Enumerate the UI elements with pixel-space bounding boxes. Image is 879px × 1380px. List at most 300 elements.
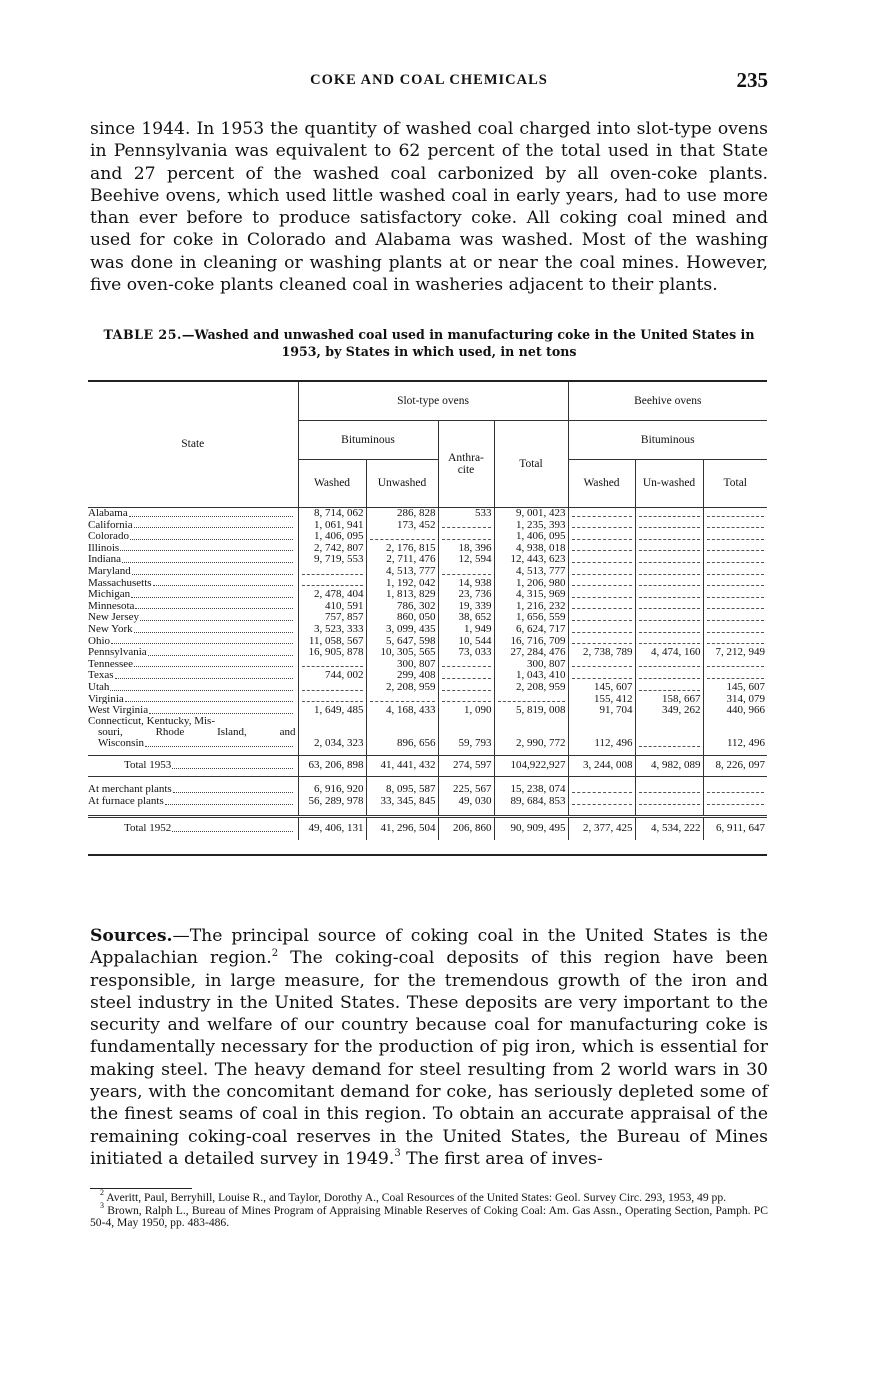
header-beehive-total: Total [703,459,767,507]
leader-dots [172,823,292,832]
state-row-value-3: 1, 235, 393 [494,519,568,531]
state-row-value-2: 14, 938 [438,577,494,589]
empty-cell-dashes [707,544,765,551]
total-1952-value-1: 41, 296, 504 [366,816,438,840]
empty-cell-dashes [707,614,765,621]
spacer-cell [494,807,568,817]
state-row-value-3: 9, 001, 423 [494,507,568,519]
multi-state-label-cell [88,716,298,749]
multi-state-value-6: 112, 496 [703,716,767,749]
empty-cell-dashes [302,695,363,702]
empty-cell-dashes [639,660,700,667]
spacer-row [88,807,767,817]
footnote-3 [90,1201,768,1229]
empty-cell-dashes [572,568,632,575]
multi-state-value-4: 112, 496 [568,716,635,749]
state-row-label: New Jersey [88,611,140,623]
empty-cell-dashes [572,614,632,621]
state-row-value-0: 16, 905, 878 [298,646,366,658]
footnote-mark-3: 3 [100,1201,104,1211]
state-row-value-6 [703,588,767,600]
header-beehive-washed: Washed [568,459,635,507]
empty-cell-dashes [370,533,435,540]
dot-leader [88,612,296,623]
state-row-value-4 [568,611,635,623]
empty-cell-dashes [442,660,491,667]
dot-leader [88,738,296,749]
dot-leader [88,784,296,795]
state-row-value-3: 27, 284, 476 [494,646,568,658]
dot-leader [88,578,296,589]
header-state: State [88,381,298,507]
state-row-value-3: 16, 716, 709 [494,635,568,647]
table-row [88,635,767,647]
state-row-label-cell [88,669,298,681]
table-row-multi [88,716,767,749]
state-row-value-6 [703,669,767,681]
dot-leader [88,554,296,565]
spacer-cell [298,840,366,855]
total-1953-value-4: 3, 244, 008 [568,755,635,776]
state-row-value-2: 18, 396 [438,542,494,554]
state-row-value-3: 4, 315, 969 [494,588,568,600]
table-row [88,704,767,716]
multi-state-value-3: 2, 990, 772 [494,716,568,749]
state-row-value-5: 158, 667 [635,693,703,705]
state-row-label: Pennsylvania [88,646,147,658]
multi-state-line1: Connecticut, Kentucky, Mis- [88,715,215,727]
empty-cell-dashes [572,672,632,679]
state-row-value-5 [635,623,703,635]
leader-dots [149,705,292,714]
state-row-label-cell [88,507,298,519]
empty-cell-dashes [707,556,765,563]
table-row [88,565,767,577]
state-row-value-1: 786, 302 [366,600,438,612]
sources-text-c: The first area of inves- [400,1148,603,1169]
leader-dots [131,589,292,598]
state-row-value-1 [366,693,438,705]
plant-row-value-1: 8, 095, 587 [366,783,438,795]
state-row-value-5 [635,565,703,577]
dot-leader [88,796,296,807]
state-row-value-4 [568,600,635,612]
sources-runin-heading: Sources. [90,926,173,946]
footnote-2-text: Averitt, Paul, Berryhill, Louise R., and Taylor, Dorothy A., Coal Resources of the United States: Geol. Survey Circ. 293, 1953, 49 pp. [104,1191,727,1204]
plant-row-value-1: 33, 345, 845 [366,795,438,807]
state-row-label-cell [88,681,298,693]
empty-cell-dashes [572,626,632,633]
empty-cell-dashes [639,740,700,747]
state-row-label: Virginia [88,692,124,705]
state-row-value-6 [703,553,767,565]
total-1953-label-cell [88,755,298,776]
state-row-value-0: 1, 061, 941 [298,519,366,531]
state-row-value-4 [568,669,635,681]
empty-cell-dashes [707,579,765,586]
state-row-label: Michigan [88,588,131,600]
running-head [90,68,768,94]
state-row-label: West Virginia [88,704,149,716]
header-washed: Washed [298,459,366,507]
total-1953-value-2: 274, 597 [438,755,494,776]
table-caption [90,326,768,360]
state-row-value-1 [366,530,438,542]
state-row-value-5 [635,611,703,623]
table-row [88,519,767,531]
leader-dots [125,694,293,703]
state-row-value-2: 38, 652 [438,611,494,623]
state-row-value-6: 145, 607 [703,681,767,693]
empty-cell-dashes [572,521,632,528]
state-row-label-cell [88,611,298,623]
empty-cell-dashes [442,521,491,528]
dot-leader [88,705,296,716]
state-row-value-3: 4, 513, 777 [494,565,568,577]
leader-dots [134,624,293,633]
paragraph-sources-text [90,925,768,1170]
empty-cell-dashes [707,626,765,633]
state-row-value-2 [438,681,494,693]
multi-state-line3: Wisconsin [98,736,144,749]
state-row-value-6 [703,577,767,589]
state-row-value-1: 2, 208, 959 [366,681,438,693]
state-row-value-4 [568,553,635,565]
state-row-value-1: 286, 828 [366,507,438,519]
state-row-value-5 [635,553,703,565]
table-body [88,507,767,855]
state-row-value-5 [635,530,703,542]
dot-leader [88,682,296,693]
state-row-label: New York [88,623,133,635]
table-row [88,646,767,658]
empty-cell-dashes [442,684,491,691]
state-row-value-1: 4, 168, 433 [366,704,438,716]
leader-dots [115,670,293,679]
state-row-value-4 [568,658,635,670]
state-row-value-3 [494,693,568,705]
multi-state-line2: souri, Rhode Island, and [98,725,296,738]
empty-cell-dashes [639,556,700,563]
empty-cell-dashes [572,556,632,563]
header-beehive: Beehive ovens [568,381,767,420]
empty-cell-dashes [707,660,765,667]
state-row-value-1: 300, 807 [366,658,438,670]
plant-row-label: At furnace plants [88,795,164,807]
leader-dots [135,601,292,610]
total-1952-value-0: 49, 406, 131 [298,816,366,840]
empty-cell-dashes [707,602,765,609]
state-row-value-0: 1, 406, 095 [298,530,366,542]
plant-row-value-4 [568,795,635,807]
total-1952-label-cell [88,816,298,840]
state-row-value-5 [635,669,703,681]
empty-cell-dashes [707,786,765,793]
state-row-value-4 [568,519,635,531]
table-row [88,658,767,670]
state-row-value-2 [438,530,494,542]
plant-row-value-4 [568,783,635,795]
dot-leader [88,659,296,670]
state-row-value-5 [635,658,703,670]
empty-cell-dashes [707,637,765,644]
table-title: —Washed and unwashed coal used in manufacturing coke in the United States in 1953, by States in which used, in net tons [181,327,755,359]
state-row-value-3: 6, 624, 717 [494,623,568,635]
state-row-label-cell [88,600,298,612]
state-row-value-5 [635,507,703,519]
leader-dots [111,636,293,645]
empty-cell-dashes [707,591,765,598]
state-row-value-4: 155, 412 [568,693,635,705]
multi-state-value-5 [635,716,703,749]
sources-text-b: The coking-coal deposits of this region have been responsible, in large measure, for the tremendous growth of the iron and steel industry in the United States. These deposits are very important to the security and welfare of our country because coal for manufacturing coke is fundamentally necessary for the production of pig iron, which is essential for making steel. The heavy demand for steel resulting from 2 world wars in 30 years, with the concomitant demand for coke, has seriously depleted some of the finest seams of coal in this region. To obtain an accurate appraisal of the remaining coking-coal reserves in the United States, the Bureau of Mines initiated a detailed survey in 1949. [90,948,768,1169]
empty-cell-dashes [302,579,363,586]
state-row-value-1: 173, 452 [366,519,438,531]
state-row-value-6: 314, 079 [703,693,767,705]
footnote-3-text: Brown, Ralph L., Bureau of Mines Program of Appraising Minable Reserves of Coking Coal: Am. Gas Assn., Operating Section, Pamph. PC 50-4, May 1950, pp. 483-486. [90,1204,768,1229]
empty-cell-dashes [572,579,632,586]
state-row-label: California [88,518,133,531]
dot-leader [88,647,296,658]
state-row-value-2 [438,693,494,705]
total-1953-label: Total 1953 [124,759,172,772]
state-row-value-6 [703,530,767,542]
state-row-label-cell [88,658,298,670]
empty-cell-dashes [639,637,700,644]
empty-cell-dashes [302,684,363,691]
state-row-value-0 [298,693,366,705]
spacer-cell [703,807,767,817]
state-row-value-4 [568,530,635,542]
empty-cell-dashes [639,544,700,551]
state-row-value-0 [298,658,366,670]
header-slot-type: Slot-type ovens [298,381,568,420]
header-unwashed: Unwashed [366,459,438,507]
plant-row-value-2: 49, 030 [438,795,494,807]
table-row [88,600,767,612]
state-row-value-0: 8, 714, 062 [298,507,366,519]
empty-cell-dashes [639,684,700,691]
paragraph-intro [90,118,768,296]
empty-cell-dashes [639,591,700,598]
state-row-value-0: 2, 742, 807 [298,542,366,554]
header-bituminous-beehive: Bituminous [568,420,767,459]
spacer-cell [88,807,298,817]
table-row [88,507,767,519]
table-25 [88,380,767,856]
spacer-cell [494,840,568,855]
table-row [88,553,767,565]
state-row-value-2: 12, 594 [438,553,494,565]
empty-cell-dashes [707,568,765,575]
state-row-value-3: 1, 043, 410 [494,669,568,681]
spacer-cell [635,807,703,817]
state-row-label: Colorado [88,530,129,542]
state-row-label-cell [88,693,298,705]
spacer-cell [568,807,635,817]
multi-state-value-0: 2, 034, 323 [298,716,366,749]
state-row-value-4 [568,623,635,635]
empty-cell-dashes [572,510,632,517]
state-row-value-4 [568,635,635,647]
state-row-value-6 [703,565,767,577]
empty-cell-dashes [639,614,700,621]
dot-leader [88,601,296,612]
state-row-value-3: 1, 656, 559 [494,611,568,623]
state-row-value-5 [635,600,703,612]
state-row-label-cell [88,542,298,554]
state-row-value-2 [438,658,494,670]
state-row-label: Utah [88,681,110,693]
leader-dots [134,659,292,668]
footnote-rule [90,1188,192,1189]
state-row-value-1: 860, 050 [366,611,438,623]
state-row-label: Minnesota [88,599,135,612]
dot-leader [88,636,296,647]
plant-row-value-0: 56, 289, 978 [298,795,366,807]
empty-cell-dashes [572,602,632,609]
state-row-value-3: 300, 807 [494,658,568,670]
total-1952-value-2: 206, 860 [438,816,494,840]
footnote-mark-2: 2 [100,1188,104,1198]
state-row-value-2 [438,565,494,577]
spacer-cell [568,840,635,855]
state-row-label-cell [88,553,298,565]
state-row-value-2: 19, 339 [438,600,494,612]
total-1953-value-6: 8, 226, 097 [703,755,767,776]
total-1953-row [88,755,767,776]
empty-cell-dashes [498,695,565,702]
empty-cell-dashes [370,695,435,702]
state-row-label: Tennessee [88,657,134,670]
paragraph-intro-text: since 1944. In 1953 the quantity of washed coal charged into slot-type ovens in Pennsylvania was equivalent to 62 percent of the total used in that State and 27 percent of the washed coal carbonized by all oven-coke plants. Beehive ovens, which used little washed coal in early years, had to use more than ever before to produce satisfactory coke. All coking coal mined and used for coke in Colorado and Alabama was washed. Most of the washing was done in cleaning or washing plants at or near the coal mines. However, five oven-coke plants cleaned coal in washeries adjacent to their plants. [90,119,768,296]
state-row-value-1: 1, 813, 829 [366,588,438,600]
plant-row [88,783,767,795]
dot-leader [88,520,296,531]
state-row-label-cell [88,623,298,635]
state-row-label-cell [88,519,298,531]
empty-cell-dashes [707,798,765,805]
dot-leader [88,543,296,554]
state-row-value-5: 4, 474, 160 [635,646,703,658]
state-row-value-4 [568,565,635,577]
spacer-cell [298,807,366,817]
state-row-value-1: 1, 192, 042 [366,577,438,589]
total-1953-value-1: 41, 441, 432 [366,755,438,776]
state-row-value-6 [703,600,767,612]
state-row-value-0: 744, 002 [298,669,366,681]
leader-dots [132,566,293,575]
state-row-value-0: 410, 591 [298,600,366,612]
empty-cell-dashes [639,626,700,633]
multi-state-value-2: 59, 793 [438,716,494,749]
state-row-value-3: 1, 216, 232 [494,600,568,612]
plant-row-value-3: 15, 238, 074 [494,783,568,795]
leader-dots [148,647,293,656]
table-row [88,577,767,589]
state-row-label: Ohio [88,634,110,647]
data-table [88,380,767,856]
state-row-label-cell [88,530,298,542]
header-anthracite: Anthra-cite [438,420,494,507]
state-row-value-4 [568,588,635,600]
leader-dots [173,784,293,793]
header-beehive-unwashed: Un-washed [635,459,703,507]
empty-cell-dashes [302,660,363,667]
empty-cell-dashes [707,672,765,679]
table-row [88,611,767,623]
header-total: Total [494,420,568,507]
leader-dots [120,543,292,552]
state-row-value-6 [703,542,767,554]
total-1952-value-3: 90, 909, 495 [494,816,568,840]
table-row [88,542,767,554]
spacer-cell [366,840,438,855]
state-row-value-4: 91, 704 [568,704,635,716]
dot-leader [88,531,296,542]
state-row-label-cell [88,577,298,589]
empty-cell-dashes [302,568,363,575]
state-row-value-3: 5, 819, 008 [494,704,568,716]
state-row-label-cell [88,704,298,716]
state-row-label: Indiana [88,553,121,565]
state-row-label: Massachusetts [88,576,152,589]
empty-cell-dashes [707,533,765,540]
state-row-value-6 [703,635,767,647]
state-row-value-0: 1, 649, 485 [298,704,366,716]
table-label: TABLE 25. [103,327,182,342]
state-row-value-5 [635,588,703,600]
plant-row-value-6 [703,783,767,795]
state-row-value-3: 4, 938, 018 [494,542,568,554]
dot-leader [88,508,296,519]
state-row-value-4: 145, 607 [568,681,635,693]
leader-dots [140,612,292,621]
state-row-value-1: 5, 647, 598 [366,635,438,647]
spacer-cell [703,840,767,855]
empty-cell-dashes [442,568,491,575]
empty-cell-dashes [572,533,632,540]
state-row-value-0: 2, 478, 404 [298,588,366,600]
leader-dots [110,682,292,691]
state-row-value-6 [703,611,767,623]
state-row-value-0: 9, 719, 553 [298,553,366,565]
state-row-value-2: 533 [438,507,494,519]
state-row-label: Alabama [88,507,128,519]
state-row-value-2: 23, 736 [438,588,494,600]
empty-cell-dashes [572,591,632,598]
table-row [88,681,767,693]
state-row-value-4 [568,577,635,589]
footnote-2 [90,1188,768,1204]
sources-text-a: —The principal source of coking coal in the United States is the Appalachian region. [90,926,768,969]
empty-cell-dashes [572,660,632,667]
state-row-value-6 [703,623,767,635]
empty-cell-dashes [639,798,700,805]
empty-cell-dashes [639,786,700,793]
state-row-value-1: 3, 099, 435 [366,623,438,635]
state-row-value-2: 10, 544 [438,635,494,647]
leader-dots [129,508,293,517]
state-row-value-5 [635,519,703,531]
plant-row [88,795,767,807]
state-row-label: Illinois [88,541,120,554]
state-row-value-3: 2, 208, 959 [494,681,568,693]
table-bottom-spacer [88,840,767,855]
state-row-value-2: 73, 033 [438,646,494,658]
state-row-value-4 [568,507,635,519]
leader-dots [165,796,293,805]
